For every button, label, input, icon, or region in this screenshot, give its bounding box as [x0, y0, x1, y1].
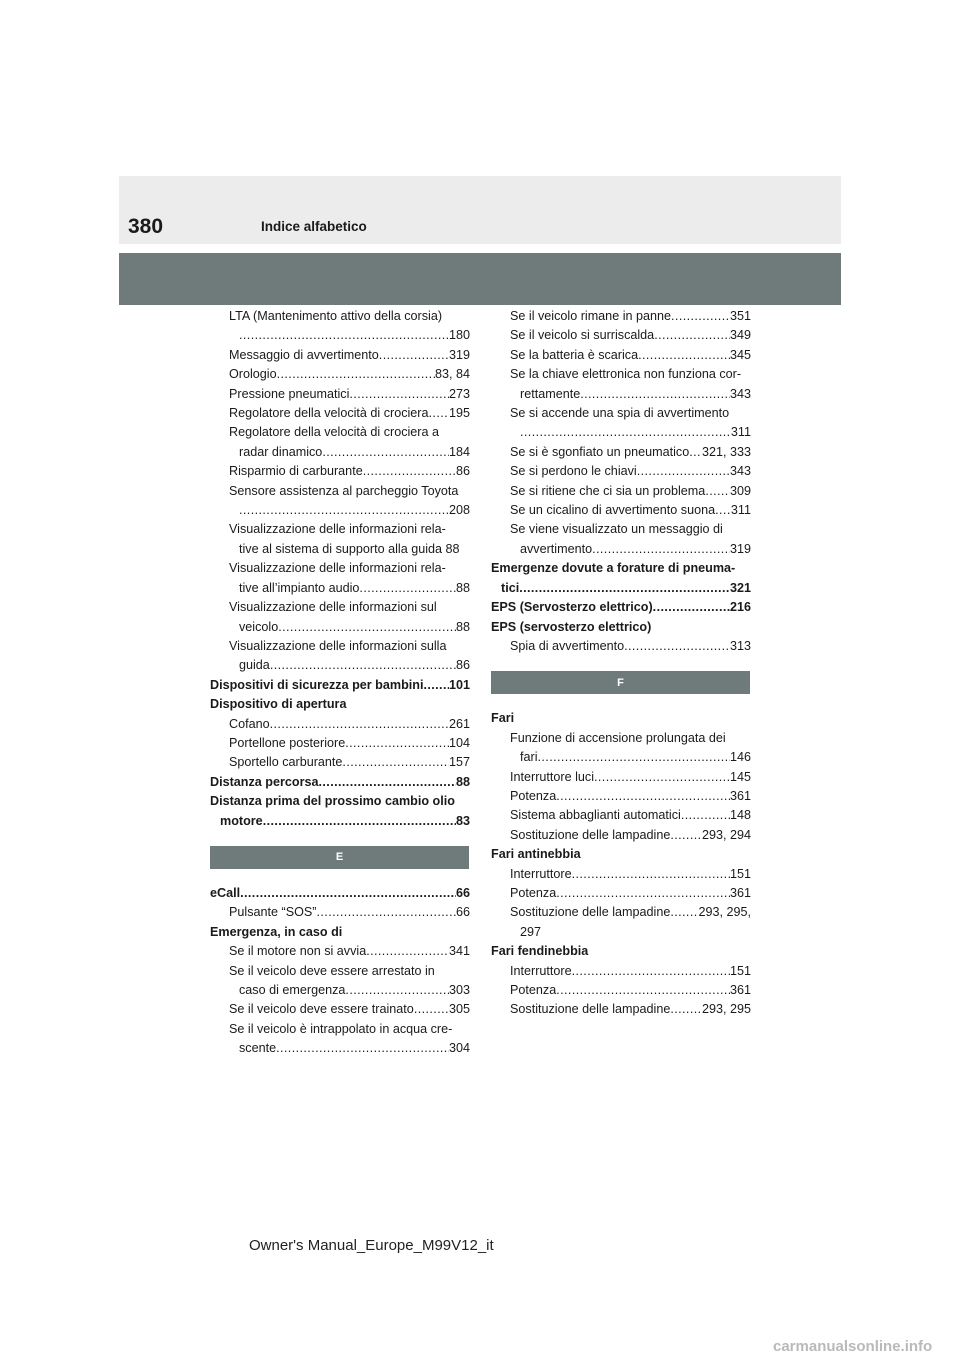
dot-leader: [366, 942, 449, 961]
page-reference: 148: [729, 808, 751, 823]
entry-label: Risparmio di carburante: [229, 464, 363, 479]
page-reference: 321: [729, 580, 751, 595]
index-entry: [491, 1000, 751, 1019]
index-entry: [210, 676, 470, 695]
page-reference: 345: [729, 347, 751, 362]
dot-leader: [263, 812, 456, 831]
entry-label: avvertimento: [520, 541, 593, 556]
dot-leader: [270, 715, 449, 734]
index-entry: [491, 981, 751, 1000]
dot-leader: [681, 806, 730, 825]
dot-leader: [519, 579, 730, 598]
entry-label: motore: [220, 813, 263, 828]
index-heading: Fari fendinebbia: [491, 944, 589, 959]
index-entry: [491, 598, 751, 617]
page-reference: 66: [455, 905, 470, 920]
page-reference: 86: [455, 658, 470, 673]
entry-label: Orologio: [229, 367, 277, 382]
page-reference: 145: [729, 769, 751, 784]
dot-leader: [278, 618, 456, 637]
index-entry: [491, 884, 751, 903]
entry-label: Se il veicolo si surriscalda: [510, 328, 655, 343]
entry-label: guida: [239, 658, 270, 673]
index-column-right: [491, 307, 751, 1020]
index-entry: [210, 656, 470, 675]
index-entry: [210, 579, 470, 598]
entry-label: radar dinamico: [239, 444, 323, 459]
entry-label: caso di emergenza: [239, 983, 346, 997]
entry-label: Spia di avvertimento: [510, 638, 625, 653]
index-entry: [491, 903, 751, 922]
page-reference: 101: [448, 677, 470, 692]
dot-leader: [572, 962, 730, 981]
index-entry: [491, 307, 751, 326]
entry-label: scente: [239, 1041, 277, 1056]
index-entry: [210, 1000, 470, 1019]
dot-leader: [319, 773, 456, 792]
page-reference: 305: [448, 1002, 470, 1017]
dot-leader: [322, 443, 449, 462]
index-entry: [491, 768, 751, 787]
dot-leader: [556, 787, 730, 806]
index-heading: Emergenze dovute a forature di pneuma-: [491, 561, 736, 576]
entry-label: Se si perdono le chiavi: [510, 464, 637, 479]
dot-leader: [637, 462, 730, 481]
dot-leader: [594, 768, 730, 787]
index-text-line: 297: [520, 924, 542, 939]
page-reference: 261: [448, 716, 470, 731]
entry-label: Sostituzione delle lampadine: [510, 1002, 671, 1017]
spacer: [491, 694, 751, 709]
letter-heading-text: F: [617, 676, 624, 689]
entry-label: veicolo: [239, 619, 279, 634]
dot-leader: [670, 1000, 702, 1019]
entry-label: Pulsante “SOS”: [229, 905, 317, 920]
page-reference: 180: [448, 328, 470, 343]
dot-leader: [653, 598, 730, 617]
dot-leader: [345, 734, 449, 753]
entry-label: Interruttore luci: [510, 769, 594, 784]
spacer: [210, 831, 470, 846]
index-entry: [491, 787, 751, 806]
dot-leader: [239, 501, 449, 520]
page-number: 380: [128, 215, 164, 238]
index-text-line: Se viene visualizzato un messaggio di: [510, 522, 723, 537]
entry-label: Interruttore: [510, 963, 572, 978]
entry-label: Sportello carburante: [229, 755, 343, 770]
index-text-line: Regolatore della velocità di crociera a: [229, 425, 440, 440]
index-text-line: Sensore assistenza al parcheggio Toyota: [229, 483, 459, 498]
page-reference: 343: [729, 464, 751, 479]
page-reference: 313: [729, 638, 751, 653]
watermark: carmanualsonline.info: [773, 1338, 933, 1355]
spacer: [210, 869, 470, 884]
dot-leader: [654, 326, 730, 345]
page-reference: 146: [729, 750, 751, 765]
index-text-line: Se il veicolo deve essere arrestato in: [229, 963, 435, 978]
index-text-line: Visualizzazione delle informazioni sulla: [229, 638, 447, 653]
dot-leader: [670, 826, 702, 845]
page-reference: 293, 295,: [698, 905, 751, 920]
index-entry: [210, 942, 470, 961]
page-reference: 151: [729, 963, 751, 978]
page-reference: 311: [730, 425, 751, 440]
index-entry: [210, 501, 470, 520]
entry-label: tive all’impianto audio: [239, 580, 360, 595]
dot-leader: [538, 748, 730, 767]
index-entry: [491, 326, 751, 345]
index-entry: [491, 806, 751, 825]
page-reference: 88: [455, 619, 470, 634]
dot-leader: [429, 404, 449, 423]
index-entry: [491, 462, 751, 481]
index-entry: [491, 579, 751, 598]
spacer: [491, 656, 751, 671]
page-reference: 303: [448, 983, 470, 997]
page-reference: 343: [729, 386, 751, 401]
index-entry: [210, 1039, 470, 1058]
index-entry: [210, 981, 470, 1000]
page-reference: 104: [448, 735, 470, 750]
page-reference: 66: [455, 885, 470, 900]
index-entry: [210, 734, 470, 753]
entry-label: Potenza: [510, 885, 557, 900]
index-heading: Fari antinebbia: [491, 847, 581, 862]
index-heading: EPS (servosterzo elettrico): [491, 619, 652, 634]
page-reference: 319: [729, 541, 751, 556]
entry-label: eCall: [210, 885, 241, 900]
entry-label: EPS (Servosterzo elettrico): [491, 600, 653, 615]
page-reference: 208: [448, 503, 470, 518]
letter-heading: [210, 846, 469, 869]
page-reference: 319: [448, 347, 470, 362]
entry-label: Se la batteria è scarica: [510, 347, 639, 362]
header-band: [119, 176, 841, 244]
index-entry: [491, 540, 751, 559]
entry-label: Se il veicolo deve essere trainato: [229, 1002, 414, 1017]
page-reference: 293, 295: [701, 1002, 751, 1017]
index-entry: [210, 618, 470, 637]
index-text-line: Visualizzazione delle informazioni rela-: [229, 561, 446, 576]
entry-label: Potenza: [510, 788, 557, 803]
entry-label: Distanza percorsa: [210, 774, 319, 789]
entry-label: Interruttore: [510, 866, 572, 881]
entry-label: Cofano: [229, 716, 270, 731]
page-reference: 86: [455, 464, 470, 479]
index-entry: [491, 826, 751, 845]
index-entry: [210, 753, 470, 772]
page-reference: 304: [448, 1041, 470, 1056]
dot-leader: [572, 865, 730, 884]
page-reference: 157: [448, 755, 470, 770]
page-reference: 83, 84: [434, 367, 470, 382]
dot-leader: [239, 326, 449, 345]
index-entry: [491, 423, 751, 442]
index-entry: [210, 903, 470, 922]
index-entry: [210, 443, 470, 462]
index-entry: [210, 365, 470, 384]
letter-heading: [491, 671, 750, 694]
index-column-left: [210, 307, 470, 1059]
index-entry: [210, 812, 470, 831]
page-reference: 83: [455, 813, 470, 828]
page-reference: 88: [455, 774, 470, 789]
entry-label: Regolatore della velocità di crociera: [229, 406, 429, 421]
index-text-line: Se la chiave elettronica non funziona cor-: [510, 367, 742, 382]
entry-label: Portellone posteriore: [229, 735, 346, 750]
entry-label: Potenza: [510, 983, 557, 997]
index-entry: [491, 637, 751, 656]
index-entry: [210, 773, 470, 792]
dot-leader: [359, 579, 456, 598]
page-reference: 351: [729, 309, 751, 323]
dot-leader: [705, 482, 730, 501]
dot-leader: [363, 462, 456, 481]
entry-label: Messaggio di avvertimento: [229, 347, 379, 362]
index-entry: [491, 346, 751, 365]
page-reference: 184: [448, 444, 470, 459]
entry-label: Se si è sgonfiato un pneumatico: [510, 444, 690, 459]
entry-label: Se il motore non si avvia: [229, 944, 367, 959]
dot-leader: [624, 637, 730, 656]
index-entry: [210, 884, 470, 903]
dot-leader: [345, 981, 449, 1000]
page-reference: 361: [729, 885, 751, 900]
dot-leader: [342, 753, 449, 772]
dot-leader: [715, 501, 731, 520]
dot-leader: [520, 423, 731, 442]
dot-leader: [349, 385, 449, 404]
index-entry: [491, 501, 751, 520]
index-entry: [491, 962, 751, 981]
page-reference: 349: [729, 328, 751, 343]
dot-leader: [423, 676, 449, 695]
page-reference: 309: [729, 483, 751, 498]
dot-leader: [592, 540, 730, 559]
index-text-line: Funzione di accensione prolungata dei: [510, 730, 726, 745]
page-reference: 341: [448, 944, 470, 959]
dot-leader: [556, 884, 730, 903]
index-text-line: Visualizzazione delle informazioni sul: [229, 600, 437, 615]
entry-label: Dispositivi di sicurezza per bambini: [210, 677, 424, 692]
index-heading: Emergenza, in caso di: [210, 924, 343, 939]
index-heading: Dispositivo di apertura: [210, 697, 347, 712]
entry-label: Sostituzione delle lampadine: [510, 905, 671, 920]
index-entry: [210, 385, 470, 404]
dot-leader: [379, 346, 449, 365]
letter-heading-text: E: [335, 851, 344, 864]
dot-leader: [270, 656, 456, 675]
index-entry: [210, 404, 470, 423]
entry-label: rettamente: [520, 386, 581, 401]
index-text-line: Se il veicolo è intrappolato in acqua cre-: [229, 1021, 453, 1036]
index-entry: [210, 326, 470, 345]
dot-leader: [671, 307, 730, 326]
index-text-line: LTA (Mantenimento attivo della corsia): [229, 309, 443, 323]
dot-leader: [317, 903, 456, 922]
index-entry: [210, 462, 470, 481]
page-reference: 195: [448, 406, 470, 421]
entry-label: Se il veicolo rimane in panne: [510, 309, 672, 323]
section-title: Indice alfabetico: [261, 219, 367, 234]
dot-leader: [689, 443, 702, 462]
entry-label: Pressione pneumatici: [229, 386, 350, 401]
page-reference: 273: [448, 386, 470, 401]
entry-label: fari: [520, 750, 538, 765]
index-text-line: tive al sistema di supporto alla guida 88: [239, 541, 460, 556]
index-entry: [210, 346, 470, 365]
manual-name: Owner's Manual_Europe_M99V12_it: [249, 1237, 494, 1254]
page-reference: 293, 294: [701, 827, 751, 842]
entry-label: Se un cicalino di avvertimento suona: [510, 503, 716, 518]
index-entry: [210, 715, 470, 734]
index-heading: Distanza prima del prossimo cambio olio: [210, 794, 455, 809]
dot-leader: [638, 346, 730, 365]
entry-label: tici: [501, 580, 520, 595]
page-reference: 361: [729, 788, 751, 803]
entry-label: Sostituzione delle lampadine: [510, 827, 671, 842]
index-entry: [491, 482, 751, 501]
page-reference: 321, 333: [701, 444, 751, 459]
dot-leader: [277, 365, 435, 384]
dot-leader: [276, 1039, 449, 1058]
dot-leader: [414, 1000, 449, 1019]
index-text-line: Visualizzazione delle informazioni rela-: [229, 522, 446, 537]
index-entry: [491, 865, 751, 884]
index-entry: [491, 385, 751, 404]
dot-leader: [580, 385, 730, 404]
dot-leader: [556, 981, 730, 1000]
index-entry: [491, 748, 751, 767]
index-entry: [491, 443, 751, 462]
dot-leader: [240, 884, 456, 903]
page-reference: 151: [729, 866, 751, 881]
index-heading: Fari: [491, 711, 515, 726]
section-color-band: [119, 253, 841, 305]
page-reference: 361: [729, 983, 751, 997]
page-reference: 216: [729, 600, 751, 615]
dot-leader: [670, 903, 698, 922]
page-reference: 311: [730, 503, 751, 518]
page-reference: 88: [455, 580, 470, 595]
index-text-line: Se si accende una spia di avvertimento: [510, 406, 730, 421]
entry-label: Se si ritiene che ci sia un problema: [510, 483, 706, 498]
entry-label: Sistema abbaglianti automatici: [510, 808, 681, 823]
